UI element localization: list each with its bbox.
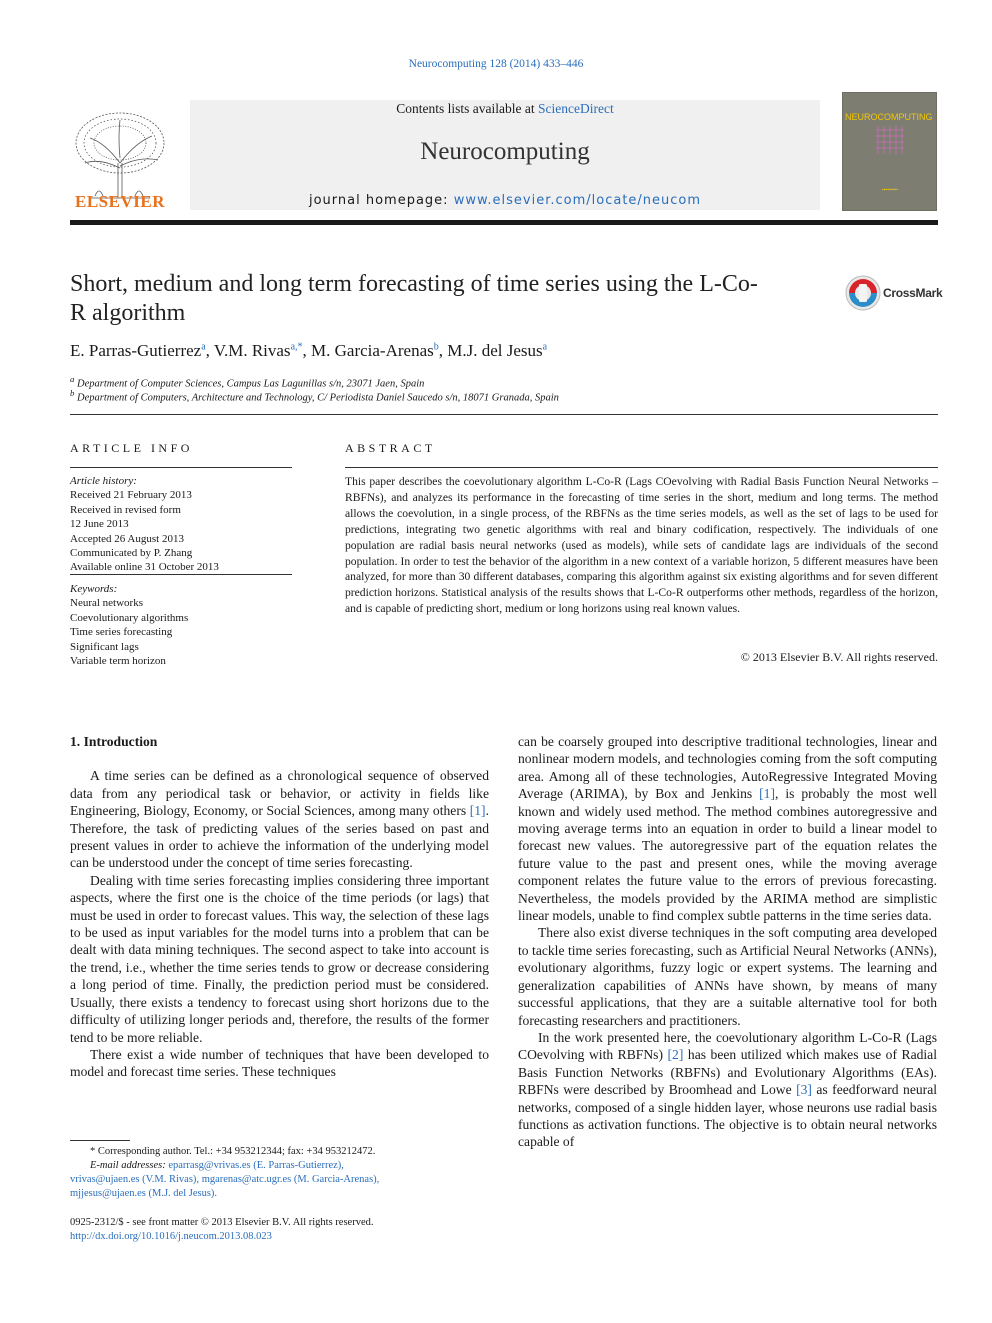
paragraph-text: has been utilized which makes use of Radial Basis Function Networks (RBFNs) and Evolutionary Algorithms (EAs). RBFNs were described by Broomhead and Lowe — [518, 1047, 937, 1098]
issn-line: 0925-2312/$ - see front matter © 2013 Elsevier B.V. All rights reserved. — [70, 1217, 374, 1228]
paragraph-text: There also exist diverse techniques in the soft computing area developed to tackle time series forecasting, such as Artificial Neural Networks (ANNs), evolutionary algorithms, fuzzy logic or expert systems. The learning and generalization capabilities of ANNs have shown, by means of many successful applications, that they are a suitable alternative tool for both forecasting researchers and practitioners. — [518, 925, 937, 1028]
email-owner: (E. Parras-Gutierrez), — [253, 1160, 344, 1171]
affiliation-text: Department of Computers, Architecture and Technology, C/ Periodista Daniel Saucedo s/n, 18071 Granada, Spain — [77, 392, 559, 404]
author-affil-link[interactable]: a — [542, 341, 548, 353]
cover-grid-graphic — [876, 124, 904, 156]
body-paragraph — [518, 733, 937, 924]
reference-link[interactable]: [1] — [759, 786, 776, 802]
email-line — [70, 1173, 490, 1187]
body-paragraph — [70, 1046, 489, 1081]
article-info-heading: ARTICLE INFO — [70, 441, 193, 455]
reference-link[interactable]: [3] — [796, 1082, 812, 1098]
doi-link[interactable]: http://dx.doi.org/10.1016/j.neucom.2013.08.023 — [70, 1231, 272, 1242]
abstract-heading: ABSTRACT — [345, 441, 436, 455]
body-column-right — [518, 733, 937, 1151]
email-link[interactable]: vrivas@ujaen.es — [70, 1174, 140, 1185]
body-paragraph — [518, 1029, 937, 1151]
paragraph-text: can be coarsely grouped into descriptive traditional technologies, linear and nonlinear modern models, and technologies coming from the soft computing area. Among all of these technologies, AutoRegressive Integrated Moving Average (ARIMA), by Box and Jenkins — [518, 734, 937, 802]
email-link[interactable]: eparrasg@vrivas.es — [168, 1160, 251, 1171]
keyword-item: Coevolutionary algorithms — [70, 611, 189, 624]
article-title: Short, medium and long term forecasting of time series using the L-Co-R algorithm — [70, 271, 758, 326]
article-info-rule — [70, 574, 292, 575]
affiliation-marker: a — [70, 374, 75, 384]
author-name: E. Parras-Gutierrez — [70, 341, 202, 360]
affiliation-b — [70, 388, 930, 404]
email-owner: (V.M. Rivas), — [142, 1174, 200, 1185]
history-item: Available online 31 October 2013 — [70, 561, 219, 574]
email-owner: (M.J. del Jesus). — [148, 1188, 218, 1199]
paragraph-text: . Therefore, the task of predicting values of the series based on past and present values in order to achieve the information of the underlying model can be understood under the concept of time series forecasting. — [70, 803, 489, 871]
homepage-prefix: journal homepage: — [308, 193, 454, 208]
corresponding-author-note: * Corresponding author. Tel.: +34 953212344; fax: +34 953212472. — [90, 1146, 376, 1157]
email-line — [70, 1159, 490, 1173]
body-paragraph — [518, 924, 937, 1028]
article-info-rule — [70, 467, 292, 468]
section-heading: 1. Introduction — [70, 734, 158, 749]
contents-prefix: Contents lists available at — [396, 101, 538, 116]
header-rule — [70, 220, 938, 225]
crossmark-label[interactable]: CrossMark — [883, 286, 943, 300]
affiliation-marker: b — [70, 388, 75, 398]
author-affil-link[interactable]: b — [433, 341, 439, 353]
author-list: E. Parras-Gutierrez$^a$, V.M. Rivas$^{a,*}$, M. Garcia-Arenas$^b$, M.J. del Jesus$^a$ — [70, 341, 548, 360]
email-line — [70, 1187, 490, 1201]
reference-link[interactable]: [2] — [667, 1047, 684, 1063]
footnotes — [70, 1145, 490, 1201]
email-link[interactable]: mgarenas@atc.ugr.es — [201, 1174, 292, 1185]
paragraph-text: There exist a wide number of techniques that have been developed to model and forecast time series. These techniques — [70, 1046, 489, 1080]
paragraph-text: In the work presented here, the coevolutionary algorithm L-Co-R (Lags COevolving with RBFNs) — [518, 1029, 937, 1063]
affiliation-rule — [70, 414, 938, 415]
keyword-item: Significant lags — [70, 640, 139, 653]
paragraph-text: as feedforward neural networks, composed of a single hidden layer, whose neurons use radial basis functions as activation functions. The objective is to obtain neural networks capable of — [518, 1082, 938, 1150]
keyword-item: Variable term horizon — [70, 655, 166, 668]
crossmark-icon[interactable] — [845, 275, 881, 311]
body-column-left — [70, 733, 489, 1081]
keyword-item: Neural networks — [70, 597, 144, 610]
abstract-rule — [345, 467, 938, 468]
history-item: Received in revised form — [70, 503, 181, 516]
author-affil-link[interactable]: a,* — [290, 341, 303, 353]
paragraph-text: , is probably the most well known and widely used method. The method combines autoregressive and moving average terms into an equation in order to build a linear model to forecast new values. The autoregressive part of the equation relates the future value to the past and present ones, while the moving average component relates the future value to the errors of previous forecasting. Nevertheless, the models provided by the ARIMA method are simplistic linear models, unable to find complex subtle patterns in the time series data. — [518, 786, 937, 924]
homepage-link[interactable]: www.elsevier.com/locate/neucom — [453, 193, 702, 208]
history-item: Accepted 26 August 2013 — [70, 532, 184, 545]
sciencedirect-link[interactable]: ScienceDirect — [538, 101, 614, 116]
journal-citation[interactable]: Neurocomputing 128 (2014) 433–446 — [408, 58, 584, 70]
author-name: V.M. Rivas — [213, 341, 291, 360]
paragraph-text: Dealing with time series forecasting implies considering three important aspects, where the first one is the choice of the time periods (or lags) that must be used in order to forecast values. This way, the selection of these lags to be used as input variables for the model turns into a problem that can be dealt with data mining techniques. The second aspect to take into account is the trend, i.e., whether the time series tends to grow or decrease considering a long period of time. Finally, the prediction period must be considered. Usually, there exists a tendency to forecast using short horizons due to the difficulty of utilizing longer periods and, therefore, the results of the former tend to be more reliable. — [70, 872, 489, 1045]
body-paragraph — [70, 767, 489, 871]
email-link[interactable]: mjjesus@ujaen.es — [70, 1188, 146, 1199]
cover-small-text: ▪▪▪▪▪▪▪▪▪ — [882, 187, 898, 193]
keyword-item: Time series forecasting — [70, 626, 173, 639]
contents-available-line — [190, 101, 820, 117]
reference-link[interactable]: [1] — [469, 803, 486, 819]
abstract-text: This paper describes the coevolutionary algorithm L-Co-R (Lags COevolving with Radial Basis Function Neural Networks – RBFNs), and analyzes its performance in the forecasting of time series in the short, medium and long terms. The method allows the coevolution, in a single process, of the RBFNs as the time series models, as well as the set of lags to be used for predictions, integrating two genetic algorithms with real and binary codification, respectively. The individuals of one population are radial basis neural networks (used as models), while sets of candidate lags are individuals of the second population. In order to test the behavior of the algorithm in a new context of a variable horizon, 5 different measures have been analyzed, for more than 30 different databases, comparing this algorithm against six existing algorithms and for seven different prediction horizons. Statistical analysis of the results shows that L-Co-R outperforms other methods, regardless of the horizon, and is capable of predicting short, medium or long horizons using real known values. — [345, 475, 938, 616]
keywords-label: Keywords: — [70, 583, 118, 595]
email-label: E-mail addresses: — [90, 1160, 166, 1171]
email-owner: (M. Garcia-Arenas), — [293, 1174, 380, 1185]
history-item: Communicated by P. Zhang — [70, 547, 193, 560]
author-affil-link[interactable]: a — [201, 341, 206, 353]
history-item: Received 21 February 2013 — [70, 489, 192, 502]
front-matter — [70, 1216, 490, 1244]
history-label: Article history: — [70, 475, 137, 487]
body-paragraph — [70, 872, 489, 1046]
keywords — [70, 582, 292, 668]
cover-title: NEUROCOMPUTING — [845, 112, 933, 122]
footnote-rule — [70, 1140, 130, 1141]
article-history — [70, 474, 292, 575]
author-name: M. Garcia-Arenas — [311, 341, 434, 360]
paragraph-text: A time series can be defined as a chronological sequence of observed data from any periodical task or behavior, or activity in fields like Engineering, Biology, Economy, or Social Sciences, among many others — [70, 768, 489, 819]
journal-title: Neurocomputing — [420, 138, 590, 165]
journal-homepage-line — [190, 193, 820, 208]
author-name: M.J. del Jesus — [447, 341, 543, 360]
abstract-copyright: © 2013 Elsevier B.V. All rights reserved. — [740, 650, 938, 664]
history-item: 12 June 2013 — [70, 518, 129, 531]
affiliation-text: Department of Computer Sciences, Campus Las Lagunillas s/n, 23071 Jaen, Spain — [77, 378, 425, 390]
elsevier-wordmark: ELSEVIER — [75, 192, 165, 211]
